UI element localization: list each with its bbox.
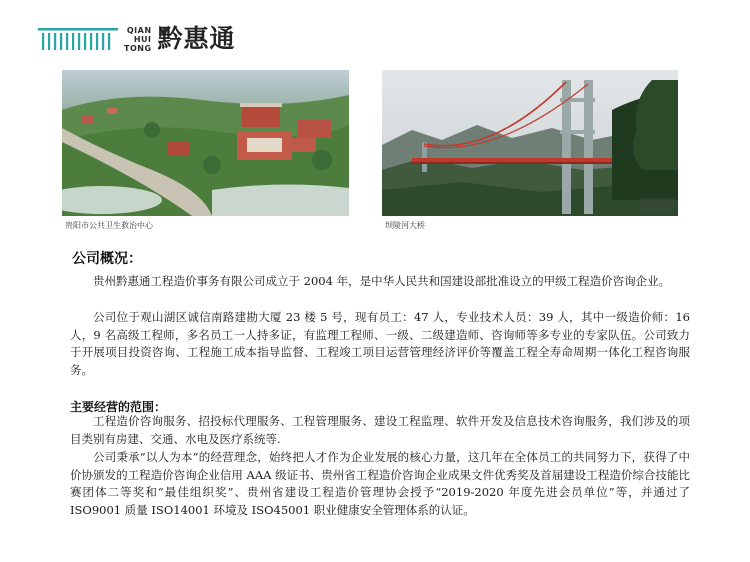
overview-paragraph-2: 公司位于观山湖区诚信南路建勘大厦 23 楼 5 号，现有员工：47 人，专业技术人员：39 人，其中一级造价师：16 人，9 名高级工程师，多名员工一人持多证，有监理工程师、一级、二级建造师、咨询师等多专业的专家队伍。公司致力于开展项目投资咨询、工程施工成本指导监督、工程竣工项目运营管理经济评价等覆盖工程全寿命周期一体化工程咨询服务。 <box>70 310 690 377</box>
photo-caption-health-center: 贵阳市公共卫生救治中心 <box>65 221 153 230</box>
logo-latin-line-1: QIAN <box>126 25 152 35</box>
logo-latin-line-3: TONG <box>124 43 152 53</box>
scope-paragraph-1: 工程造价咨询服务、招投标代理服务、工程管理服务、建设工程监理、软件开发及信息技术咨询服务，我们涉及的项目类别有房建、交通、水电及医疗系统等. <box>70 414 690 446</box>
logo-name: 黔惠通 <box>157 24 236 53</box>
overview-paragraph-1: 贵州黔惠通工程造价事务有限公司成立于 2004 年，是中华人民共和国建设部批准设立的甲级工程造价咨询企业。 <box>93 274 671 288</box>
overview-heading: 公司概况： <box>72 251 142 267</box>
logo-mark-icon <box>38 26 118 52</box>
photo-bridge <box>382 70 678 216</box>
logo-latin-text <box>124 26 152 53</box>
photo-health-center <box>62 70 349 216</box>
logo-latin-line-2: HUI <box>133 34 152 44</box>
photo-caption-bridge: 坝陵河大桥 <box>385 221 425 230</box>
scope-heading: 主要经营的范围： <box>70 400 167 414</box>
scope-paragraph-2: 公司秉承“以人为本”的经营理念，始终把人才作为企业发展的核心力量，这几年在全体员工的共同努力下，获得了中价协颁发的工程造价咨询企业信用 AAA 级证书、贵州省工程造价咨询企业成果文件优秀奖及首届建设工程造价综合技能比赛团体二等奖和“最佳组织奖”、贵州省建设工程造价管理协会授予“2019-2020 年度先进会员单位”等，并通过了 ISO9001 质量 ISO14001 环境及 ISO45001 职业健康安全管理体系的认证。 <box>70 450 690 517</box>
company-logo <box>38 22 236 56</box>
